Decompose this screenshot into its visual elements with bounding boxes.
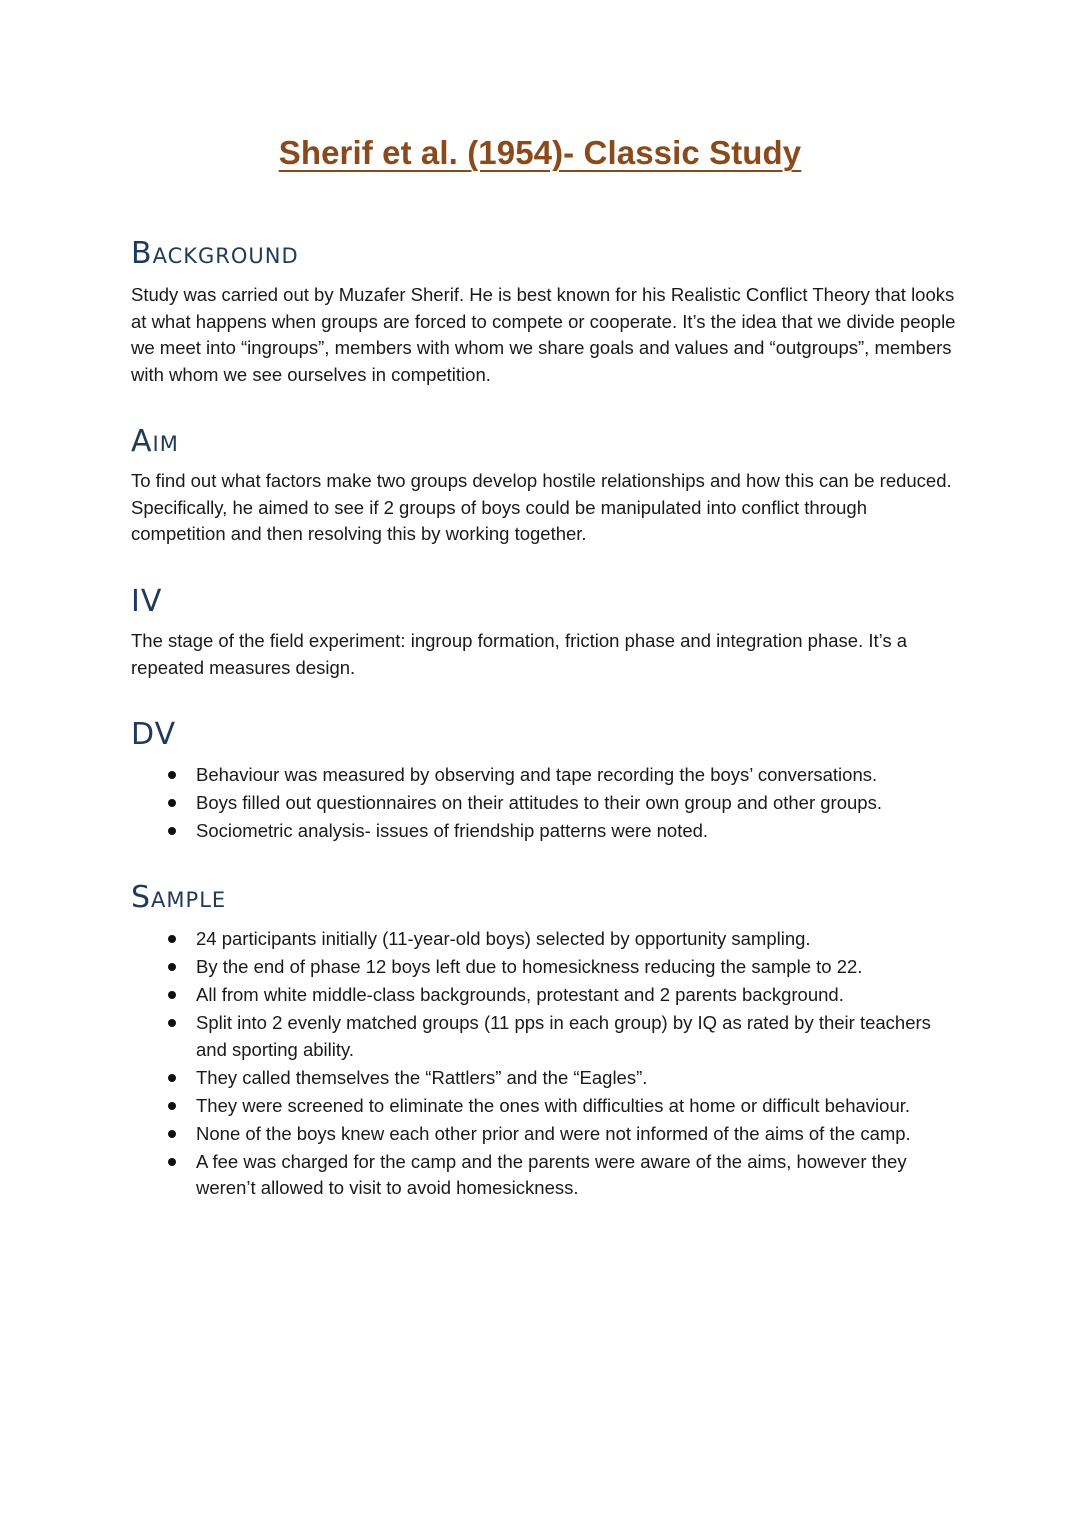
list-item [131, 1121, 931, 1148]
list-item-text: They called themselves the “Rattlers” and the “Eagles”. [196, 1066, 648, 1088]
aim-heading: Aim [131, 424, 179, 459]
list-item-text: Boys filled out questionnaires on their attitudes to their own group and other groups. [196, 791, 882, 813]
list-item-text: Sociometric analysis- issues of friendship patterns were noted. [196, 819, 709, 841]
bullet-icon [168, 1102, 176, 1110]
background-text: Study was carried out by Muzafer Sherif. He is best known for his Realistic Conflict Theory that looks at what happens when groups are forced to compete or cooperate. It’s the idea that we divide people we meet into “ingroups”, members with whom we share goals and values and “outgroups”, members with whom we see ourselves in competition. [131, 284, 956, 386]
list-item [131, 982, 931, 1009]
list-item [131, 926, 931, 953]
aim-text: To find out what factors make two groups develop hostile relationships and how this can be reduced. Specifically, he aimed to see if 2 groups of boys could be manipulated into conflict through competition and then resolving this by working together. [131, 470, 952, 545]
list-item [131, 1065, 931, 1092]
bullet-icon [168, 935, 176, 943]
list-item [131, 790, 991, 817]
dv-heading: DV [131, 717, 177, 752]
sample-section [131, 880, 931, 1203]
sample-list [131, 926, 931, 1202]
sample-heading: Sample [131, 880, 227, 915]
list-item-text: They were screened to eliminate the ones with difficulties at home or difficult behaviour. [196, 1094, 911, 1116]
aim-section [131, 424, 961, 548]
list-item-text: None of the boys knew each other prior and were not informed of the aims of the camp. [196, 1122, 911, 1144]
list-item [131, 1149, 931, 1203]
list-item [131, 1010, 931, 1064]
page-title: Sherif et al. (1954)- Classic Study [278, 134, 802, 171]
bullet-icon [168, 963, 176, 971]
list-item-text: Behaviour was measured by observing and tape recording the boys’ conversations. [196, 764, 878, 785]
list-item [131, 818, 991, 845]
bullet-icon [168, 799, 176, 807]
bullet-icon [168, 1158, 176, 1166]
list-item [131, 1093, 931, 1120]
list-item [131, 762, 991, 789]
bullet-icon [168, 991, 176, 999]
background-section [131, 236, 961, 389]
bullet-icon [168, 1074, 176, 1082]
iv-section [131, 584, 961, 681]
bullet-icon [168, 1130, 176, 1138]
bullet-icon [168, 827, 176, 835]
bullet-icon [168, 1019, 176, 1027]
iv-heading: IV [131, 584, 163, 619]
background-heading: Background [131, 236, 299, 271]
bullet-icon [168, 771, 176, 779]
list-item-text: 24 participants initially (11-year-old boys) selected by opportunity sampling. [196, 928, 811, 949]
list-item-text: By the end of phase 12 boys left due to homesickness reducing the sample to 22. [196, 955, 863, 977]
list-item [131, 954, 931, 981]
list-item-text: Split into 2 evenly matched groups (11 pps in each group) by IQ as rated by their teachers and sporting ability. [196, 1011, 931, 1060]
list-item-text: All from white middle-class backgrounds, protestant and 2 parents background. [196, 983, 844, 1005]
iv-text: The stage of the field experiment: ingroup formation, friction phase and integration phase. It’s a repeated measures design. [131, 630, 908, 678]
dv-list [131, 762, 991, 845]
list-item-text: A fee was charged for the camp and the parents were aware of the aims, however they weren’t allowed to visit to avoid homesickness. [196, 1150, 907, 1199]
dv-section [131, 717, 991, 846]
